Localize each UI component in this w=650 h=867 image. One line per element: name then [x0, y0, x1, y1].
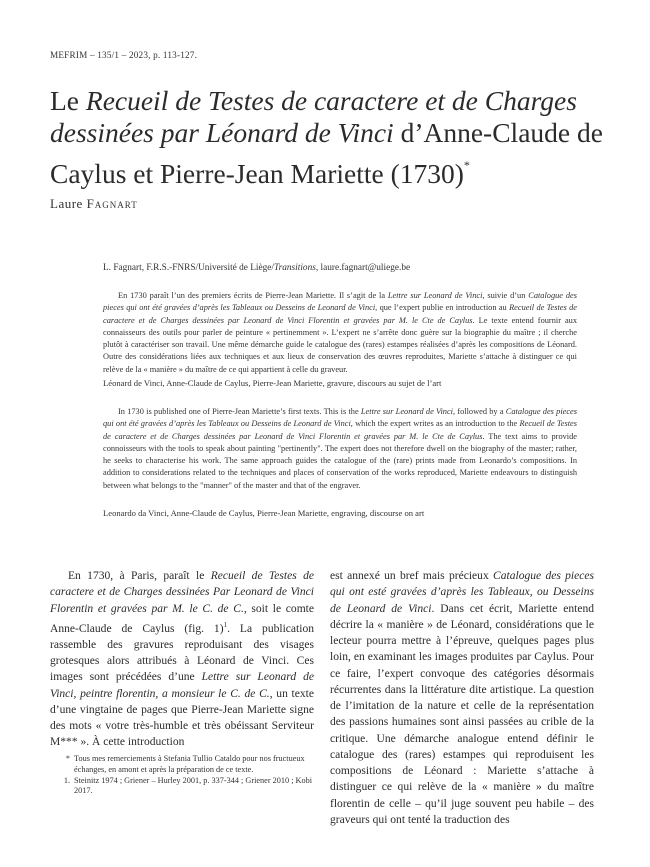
body-column-right [330, 568, 594, 828]
title-part-3: d’Anne-Claude de Caylus et Pierre-Jean Mariette (1730) [50, 117, 603, 189]
article-title [50, 85, 610, 190]
abstract-en-text: In 1730 is published one of Pierre-Jean Mariette’s first texts. This is the [118, 407, 361, 416]
abstract-en-italic: Catalogue des pieces qui ont été gravées d’après les Tableaux ou Desseins de Leonard de Vinci [103, 407, 578, 429]
journal-header: MEFRIM – 135/1 – 2023, p. 113-127. [50, 50, 198, 60]
footnote-mark: 1. [63, 775, 70, 785]
body-left-text: En 1730, à Paris, paraît le [68, 570, 211, 582]
body-right-text: . Dans cet écrit, Mariette entend décrire la « manière » de Léonard, considérations que le lecteur pourra mettre à l’épreuve, quelques pages plus loin, en examinant les images produites par Caylus. Pour ce faire, l’expert convoque des catégories désormais récurrentes dans la littérature dite artistique. La question de l’imitation de la nature et celle de la représentation des passions humaines sont ainsi passées au crible de la critique. Une démarche analogue entend définir le catalogue des (rares) estampes qui reproduisent les compositions de Léonard : Mariette s’attache à distinguer ce qui relève de la « manière » du maître florentin de celle – qu’il juge souvent peu habile – des graveurs qui ont tenté la traduction des [330, 602, 594, 826]
abstract-en-text: , which the expert writes as an introduction to the [350, 419, 520, 429]
abstract-fr-italic: Catalogue des pieces qui ont été gravées d’après les Tableaux ou Desseins de Leonard de Vinci [103, 291, 577, 313]
title-part-italic: Recueil de Testes de caractere et de Charges dessinées par Léonard de Vinci [50, 85, 577, 148]
body-left-italic: Lettre sur Leonard de Vinci, peintre florentin, a monsieur le C. de C. [50, 671, 314, 700]
affiliation-text: L. Fagnart, F.R.S.-FNRS/Université de Liège/ [103, 263, 274, 273]
affiliation-italic: Transitions [273, 263, 316, 273]
affiliation-email: , laure.fagnart@uliege.be [315, 263, 411, 273]
footnote [50, 776, 314, 798]
footnotes [50, 754, 314, 797]
abstract-fr-text: En 1730 paraît l’un des premiers écrits de Pierre-Jean Mariette. Il s’agit de la [118, 291, 388, 300]
abstract-english [103, 406, 577, 492]
footnote [50, 754, 314, 776]
body-right-italic: Catalogue des pieces qui ont esté gravées d’après les Tableaux, ou Desseins de Leonard de Vinci [330, 570, 594, 615]
abstract-fr-text: , suivie d’un [482, 291, 529, 300]
title-footnote-mark: * [463, 158, 470, 172]
author-last-name: Fagnart [86, 196, 138, 211]
keywords-english: Leonardo da Vinci, Anne-Claude de Caylus, Pierre-Jean Mariette, engraving, discourse on art [103, 508, 425, 518]
abstract-fr-text: , que l’expert publie en introduction au [375, 303, 510, 313]
abstract-fr-italic: Lettre sur Leonard de Vinci [387, 291, 483, 300]
title-part-1: Le [50, 85, 86, 116]
body-left-text: . La publication rassemble des gravures reproduisant des visages grotesques alors attribués à Léonard de Vinci. Ces images sont précédées d’une [50, 622, 314, 684]
keywords-french: Léonard de Vinci, Anne-Claude de Caylus, Pierre-Jean Mariette, gravure, discours au sujet de l’art [103, 378, 442, 388]
body-left-italic: Recueil de Testes de caractere et de Charges dessinées Par Leonard de Vinci Florentin et gravées par M. le C. de C. [50, 570, 314, 615]
affiliation [103, 263, 410, 273]
footnote-mark: * [65, 754, 70, 763]
body-left-text: , un texte d’une vingtaine de pages que Pierre-Jean Mariette signe des mots « votre très-humble et très obéissant Serviteur M*** ». À cette introduction [50, 687, 314, 749]
footnote-ref-1[interactable]: 1 [223, 620, 228, 629]
abstract-fr-text: . Le texte entend fournir aux connaisseurs des outils pour parler de peinture « pertinemment ». L’expert ne s’arrête donc guère sur la biographie du maître ; il cherche plutôt à caractériser son travail. Une même démarche guide le catalogue des (rares) estampes réalisées d’après les compositions de Léonard. Outre des considérations liées aux techniques et aux lieux de conservation des œuvres reproduites, Mariette s’attache à distinguer ce qui relève de la « manière » du maître de ce qui appartient à celle du graveur. [103, 315, 577, 374]
body-right-text: est annexé un bref mais précieux [330, 570, 494, 582]
author-first-name: Laure [50, 196, 83, 211]
abstract-en-italic: Recueil de Testes de caractere et de Charges dessinées par Leonard de Vinci Florentin et gravées par M. le Cte de Caylus [103, 419, 578, 441]
abstract-en-italic: Lettre sur Leonard de Vinci [360, 407, 453, 416]
body-column-left [50, 568, 314, 751]
abstract-en-text: , followed by a [453, 407, 506, 416]
abstract-french [103, 290, 577, 376]
abstract-en-text: . The text aims to provide connoisseurs with the tools to speak about painting "pertinently". The expert does not therefore dwell on the biography of the master; rather, he seeks to characterise his work. The same approach guides the catalogue of the (rare) prints made from Leonardo’s compositions. In addition to considerations related to the techniques and places of conservation of the works reproduced, Mariette endeavours to distinguish between what belongs to the "manner" of the master and that of the engraver. [103, 431, 577, 490]
footnote-text: Tous mes remerciements à Stefania Tullio Cataldo pour nos fructueux échanges, en amont et après la préparation de ce texte. [74, 754, 305, 774]
footnote-text: Steinitz 1974 ; Griener – Hurley 2001, p. 337-344 ; Griener 2010 ; Kobi 2017. [74, 775, 313, 796]
author-name [50, 196, 138, 212]
abstract-fr-italic: Recueil de Testes de caractere et de Charges dessinées par Leonard de Vinci Florentin et gravées par M. le Cte de Caylus [103, 303, 577, 325]
body-left-text: , soit le comte Anne-Claude de Caylus (fig. 1) [50, 602, 315, 635]
